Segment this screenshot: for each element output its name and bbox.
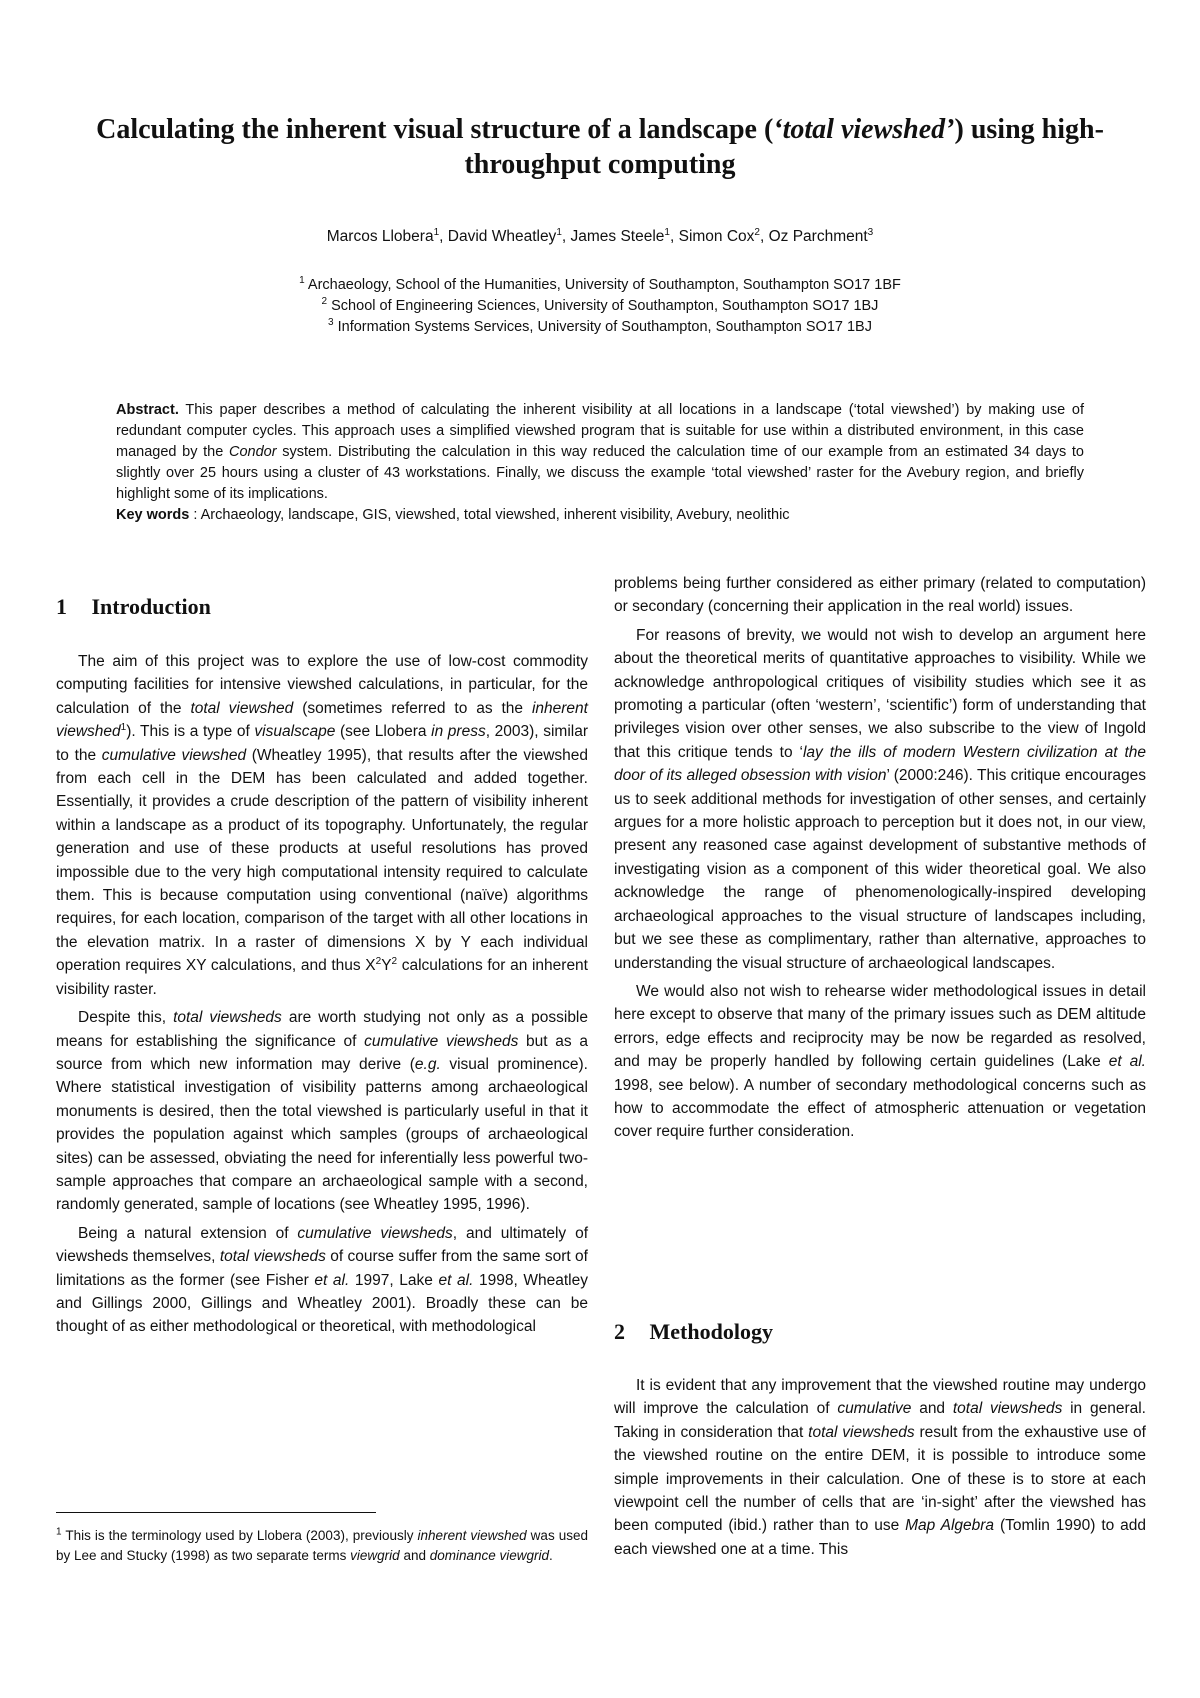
affiliations — [80, 275, 1120, 338]
affiliation: $^2$ School of Engineering Sciences, University of Southampton, Southampton SO17 1BJ — [321, 296, 879, 314]
author: Marcos Llobera$^1$ — [326, 226, 440, 245]
abstract-label: Abstract. — [116, 402, 179, 418]
body-paragraph: For reasons of brevity, we would not wish to develop an argument here about the theoretical merits of quantitative approaches to visibility. While we acknowledge anthropological critiques of visibility studies which see it as promoting a particular (often ‘western’, ‘scientific’) form of understanding that privileges vision over other senses, we also subscribe to the view of Ingold that this critique tends to ‘lay the ills of modern Western civilization at the door of its alleged obsession with vision’ (2000:246). This critique encourages us to seek additional methods for investigation of other senses, and certainly argues for a more holistic approach to perception but it does not, in our view, present any reasoned case against development of substantive methods of investigating vision as a component of this wider theoretical goal. We also acknowledge the range of phenomenologically-inspired developing archaeological approaches to the visual structure of landscapes including, but we see these as complimentary, rather than alternative, approaches to understanding the visual structure of archaeological landscapes. — [614, 626, 1146, 972]
body-paragraph: problems being further considered as either primary (related to computation) or secondary (concerning their application in the real world) issues. — [614, 575, 1146, 616]
left-column — [56, 650, 588, 1344]
intro-paragraph: The aim of this project was to explore the use of low-cost commodity computing facilities for intensive viewshed calculations, in particular, for the calculation of the total viewshed (sometimes referred to as the inherent viewshed$^1$). This is a type of visualscape (see Llobera in press, 2003), similar to the cumulative viewshed (Wheatley 1995), that results after the viewshed from each cell in the DEM has been calculated and added together. Essentially, it provides a crude description of the pattern of visibility inherent within a landscape as a product of its topography. Unfortunately, the regular generation and use of these products at useful resolutions has proved impossible due to the very high computational intensity required to calculate them. This is because computation using conventional (naïve) algorithms requires, for each location, comparison of the target with all other locations in the elevation matrix. In a raster of dimensions X by Y each individual operation requires XY calculations, and thus $X^2Y^2$ calculations for an inherent visibility raster. — [56, 653, 589, 998]
author: Simon Cox$^2$ — [678, 226, 760, 245]
abstract: Abstract. This paper describes a method of calculating the inherent visibility at all locations in a landscape (‘total viewshed’) by making use of redundant computer cycles. This approach uses a simplified viewshed program that is suitable for use within a distributed environment, in this case managed by the Condor system. Distributing the calculation in this way reduced the calculation time of our example from an estimated 34 days to slightly over 25 hours using a cluster of 43 workstations. Finally, we discuss the example ‘total viewshed’ raster for the Avebury region, and briefly highlight some of its implications. Key words : Archaeology, landscape, GIS, viewshed, total viewshed, inherent visibility, Avebury, neolithic — [116, 400, 1084, 526]
methodology-paragraph: It is evident that any improvement that the viewshed routine may undergo will improve the calculation of cumulative and total viewsheds in general. Taking in consideration that total viewsheds result from the exhaustive use of the viewshed routine on the entire DEM, it is possible to introduce some simple improvements in their calculation. One of these is to store at each viewpoint cell the number of cells that are ‘in-sight’ after the viewshed has been computed (ibid.) rather than to use Map Algebra (Tomlin 1990) to add each viewshed one at a time. This — [614, 1377, 1147, 1558]
author: James Steele$^1$ — [570, 226, 670, 245]
intro-paragraph: Despite this, total viewsheds are worth studying not only as a possible means for establishing the significance of cumulative viewsheds but as a source from which new information may derive (e.g. visual prominence). Where statistical investigation of visibility patterns among archaeological monuments is desired, then the total viewshed is particularly useful in that it provides the population against which samples (groups of archaeological sites) can be assessed, obviating the need for inferentially less powerful two-sample approaches that compare an archaeological sample with a second, randomly generated, sample of locations (see Wheatley 1995, 1996). — [56, 1009, 588, 1214]
section-heading-methodology: 2 Methodology — [614, 1319, 773, 1344]
author-list: Marcos Llobera$^1$, David Wheatley$^1$, James Steele$^1$, Simon Cox$^2$, Oz Parchment$^3$ — [326, 226, 874, 245]
affiliation: $^1$ Archaeology, School of the Humanities, University of Southampton, Southampton SO17 1BF — [299, 275, 901, 293]
footnote: $^1$ This is the terminology used by Llobera (2003), previously inherent viewshed was used by Lee and Stucky (1998) as two separate terms viewgrid and dominance viewgrid. — [56, 1526, 588, 1563]
paper-title: Calculating the inherent visual structure of a landscape (‘total viewshed’) using high-throughput computing — [96, 114, 1104, 180]
footnote-divider — [56, 1512, 376, 1513]
section-heading-introduction: 1 Introduction — [56, 594, 211, 619]
methodology-column — [614, 1374, 1146, 1566]
author: Oz Parchment$^3$ — [768, 226, 874, 245]
right-column — [614, 572, 1146, 1149]
intro-paragraph: Being a natural extension of cumulative viewsheds, and ultimately of viewsheds themselves, total viewsheds of course suffer from the same sort of limitations as the former (see Fisher et al. 1997, Lake et al. 1998, Wheatley and Gillings 2000, Gillings and Wheatley 2001). Broadly these can be thought of as either methodological or theoretical, with methodological — [56, 1224, 589, 1336]
author: David Wheatley$^1$ — [447, 226, 562, 245]
body-paragraph: We would also not wish to rehearse wider methodological issues in detail here except to observe that many of the primary issues such as DEM altitude errors, edge effects and reciprocity may be now be regarded as resolved, and may be properly handled by following certain guidelines (Lake et al. 1998, see below). A number of secondary methodological concerns such as how to accommodate the effect of atmospheric attenuation or vegetation cover require further consideration. — [614, 982, 1146, 1141]
keywords: Key words : Archaeology, landscape, GIS, viewshed, total viewshed, inherent visibility, Avebury, neolithic — [116, 507, 790, 523]
affiliation: $^3$ Information Systems Services, University of Southampton, Southampton SO17 1BJ — [328, 317, 872, 335]
